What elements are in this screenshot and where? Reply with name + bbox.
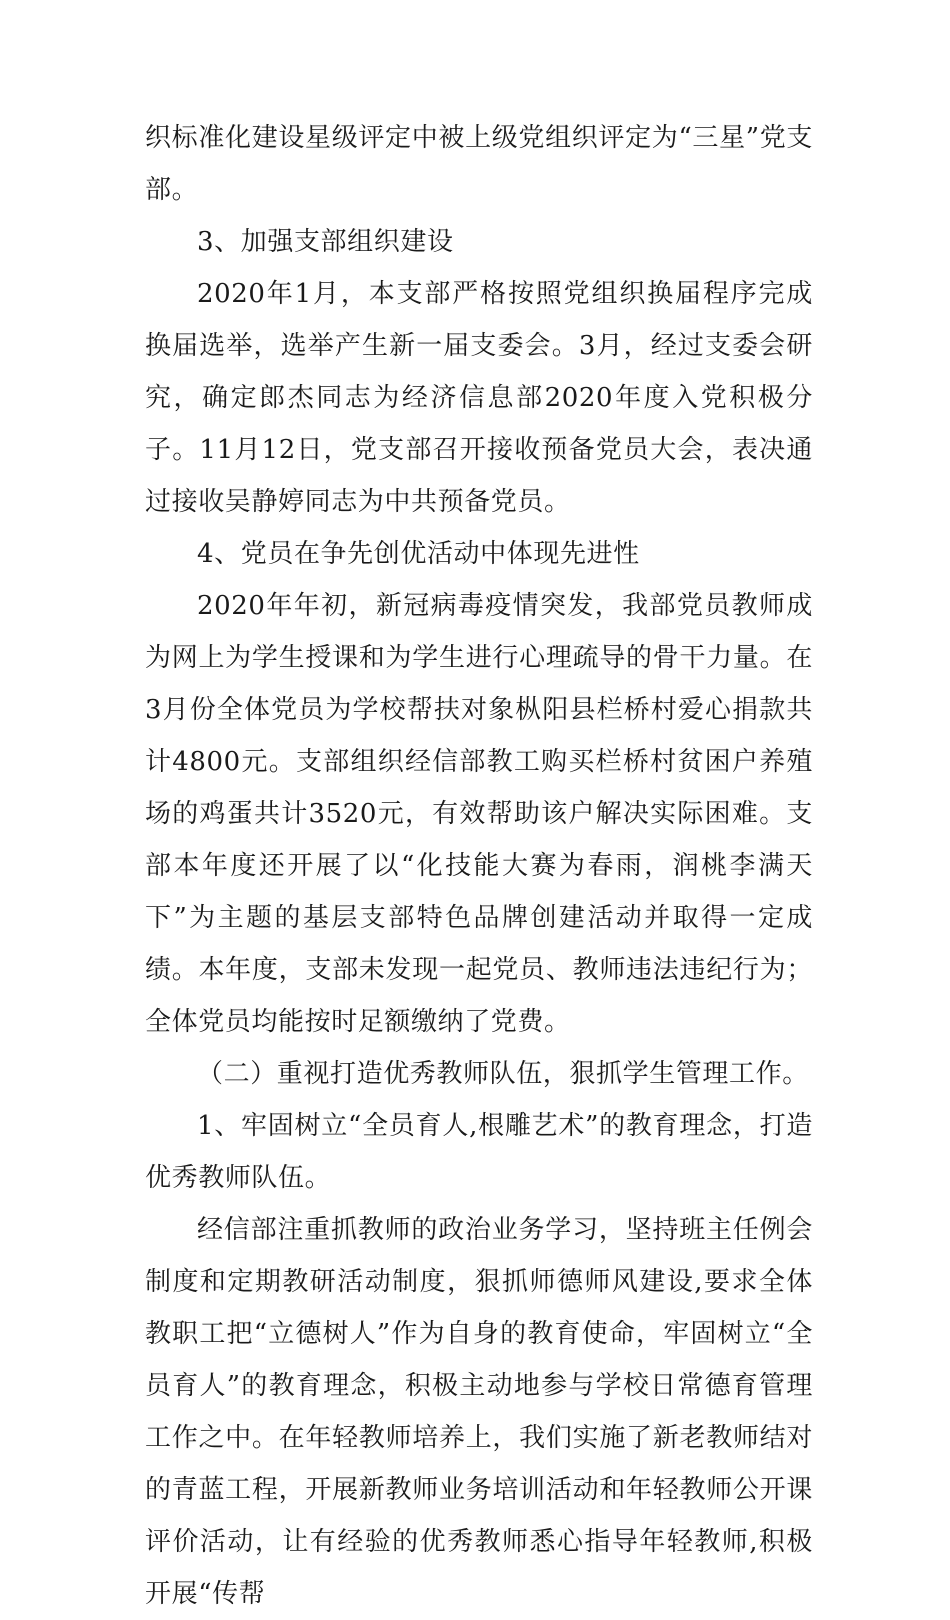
paragraph-continuation: 织标准化建设星级评定中被上级党组织评定为“三星”党支部。 [145,123,813,205]
paragraph-organization: 2020年1月，本支部严格按照党组织换届程序完成换届选举，选举产生新一届支委会。3月，经过支委会研究，确定郎杰同志为经济信息部2020年度入党积极分子。11月12日，党支部召开接收预备党员大会，表决通过接收吴静婷同志为中共预备党员。 [145,279,813,517]
paragraph-teachers: 经信部注重抓教师的政治业务学习，坚持班主任例会制度和定期教研活动制度，狠抓师德师风建设,要求全体教职工把“立德树人”作为自身的教育使命，牢固树立“全员育人”的教育理念，积极主动地参与学校日常德育管理工作之中。在年轻教师培养上，我们实施了新老教师结对的青蓝工程，开展新教师业务培训活动和年轻教师公开课评价活动，让有经验的优秀教师悉心指导年轻教师,积极开展“传帮 [145,1215,813,1609]
section-heading-4: 4、党员在争先创优活动中体现先进性 [197,539,640,569]
paragraph-vanguard: 2020年年初，新冠病毒疫情突发，我部党员教师成为网上为学生授课和为学生进行心理疏导的骨干力量。在3月份全体党员为学校帮扶对象枞阳县栏桥村爱心捐款共计4800元。支部组织经信部教工购买栏桥村贫困户养殖场的鸡蛋共计3520元，有效帮助该户解决实际困难。支部本年度还开展了以“化技能大赛为春雨，润桃李满天下”为主题的基层支部特色品牌创建活动并取得一定成绩。本年度，支部未发现一起党员、教师违法违纪行为；全体党员均能按时足额缴纳了党费。 [145,591,813,1037]
section-heading-3: 3、加强支部组织建设 [197,227,454,257]
document-body [145,112,813,1620]
section-heading-part-2: （二）重视打造优秀教师队伍，狠抓学生管理工作。 [197,1059,809,1089]
section-heading-1: 1、牢固树立“全员育人,根雕艺术”的教育理念，打造优秀教师队伍。 [145,1111,813,1193]
